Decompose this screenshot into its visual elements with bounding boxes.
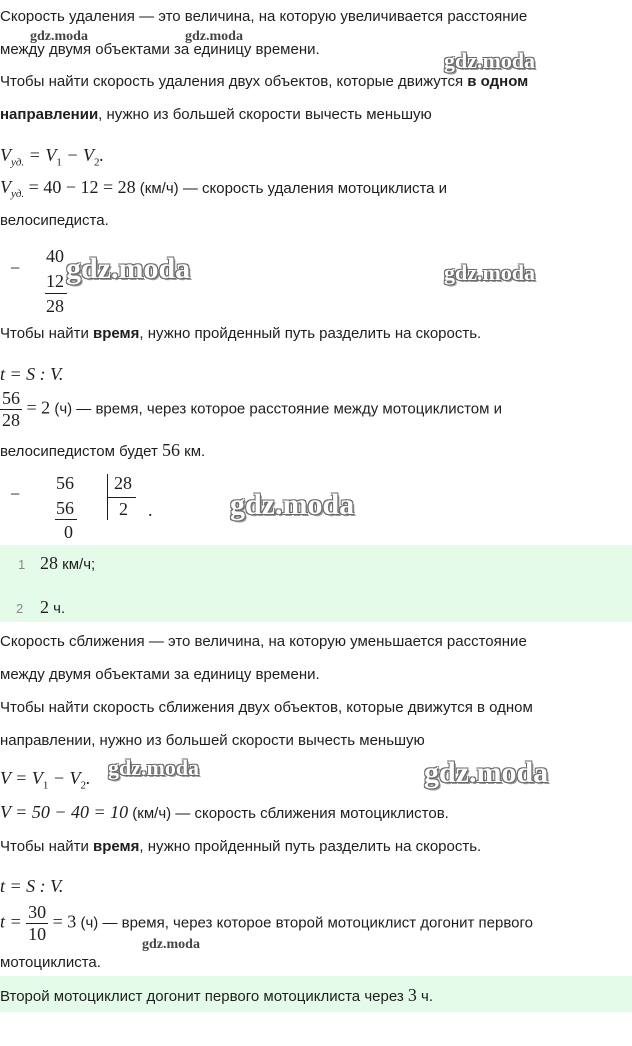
answer-2: 2 ч.: [40, 597, 66, 617]
approach-definition-1: Скорость сближения — это величина, на которую уменьшается расстояние: [0, 633, 527, 650]
approach-rule-1: Чтобы найти скорость сближения двух объектов, которые движутся в одном: [0, 699, 533, 716]
minus-sign: −: [10, 484, 21, 504]
formula-approach-calc: V = 50 − 40 = 10 (км/ч) — скорость сближения мотоциклистов.: [0, 802, 449, 822]
formula-time-1: t = S : V.: [0, 364, 64, 384]
formula-approach-speed: $V = V_1 - V_2$.: [0, 768, 91, 792]
watermark: gdz.moda: [185, 29, 243, 44]
result-line: [45, 293, 67, 294]
subtrahend: 12: [46, 271, 64, 291]
answers-block: [0, 545, 632, 622]
formula-time-calc-1-cont: велосипедистом будет 56 км.: [0, 440, 206, 460]
approach-definition-2: между двумя объектами за единицу времени.: [0, 666, 320, 683]
divisor: 28: [114, 473, 132, 493]
final-answer-block: [0, 976, 632, 1012]
watermark: gdz.moda: [142, 937, 200, 952]
formula-time-calc-2: t = $\frac{30}{10}$ = 3 (ч) — время, через которое второй мотоциклист догонит первого: [0, 902, 533, 944]
result-line: [55, 519, 77, 520]
final-answer: Второй мотоциклист догонит первого мотоциклиста через 3 ч.: [0, 985, 434, 1005]
formula-time-calc-2-cont: мотоциклиста.: [0, 954, 101, 971]
watermark: gdz.moda: [108, 755, 200, 780]
fraction: $\frac{30}{10}$: [28, 902, 47, 944]
minuend: 40: [46, 246, 64, 266]
answer-number: 2: [16, 601, 24, 616]
rule-line-2: направлении, нужно из большей скорости вычесть меньшую: [0, 106, 432, 123]
fraction: $\frac{56}{28}$: [2, 388, 20, 430]
difference: 28: [46, 296, 64, 316]
answer-1: 28 км/ч;: [40, 553, 96, 573]
formula-removal-speed: $V_{уд.} = V_1 - V_2$.: [0, 145, 104, 169]
watermark: gdz.moda: [444, 260, 536, 285]
time-rule-2: Чтобы найти время, нужно пройденный путь разделить на скорость.: [0, 838, 482, 855]
definition-line-1: Скорость удаления — это величина, на которую увеличивается расстояние: [0, 8, 528, 25]
formula-time-calc-1: $\frac{56}{28}$ = 2 (ч) — время, через которое расстояние между мотоциклистом и: [2, 388, 502, 430]
remainder: 0: [64, 522, 73, 542]
watermark: gdz.moda: [230, 488, 355, 521]
formula-removal-calc-cont: велосипедиста.: [0, 212, 109, 229]
minus-sign: −: [10, 258, 21, 278]
end-dot: .: [148, 500, 153, 520]
dividend: 56: [56, 473, 74, 493]
watermark: gdz.moda: [424, 756, 549, 789]
answer-number: 1: [18, 557, 26, 572]
formula-time-2: t = S : V.: [0, 876, 64, 896]
approach-rule-2: направлении, нужно из большей скорости вычесть меньшую: [0, 732, 425, 749]
time-rule-1: Чтобы найти время, нужно пройденный путь разделить на скорость.: [0, 325, 482, 342]
divisor-line: [108, 497, 136, 498]
watermark: gdz.moda: [30, 29, 88, 44]
product: 56: [56, 498, 74, 518]
quotient: 2: [119, 499, 128, 519]
watermark: gdz.moda: [444, 48, 536, 73]
formula-removal-calc: $V_{уд.} = 40 - 12 = 28$ (км/ч) — скорость удаления мотоциклиста и: [0, 177, 448, 200]
definition-line-2: между двумя объектами за единицу времени.: [0, 41, 320, 58]
rule-line-1: Чтобы найти скорость удаления двух объектов, которые движутся в одном: [0, 73, 529, 90]
watermark: gdz.moda: [66, 252, 191, 285]
